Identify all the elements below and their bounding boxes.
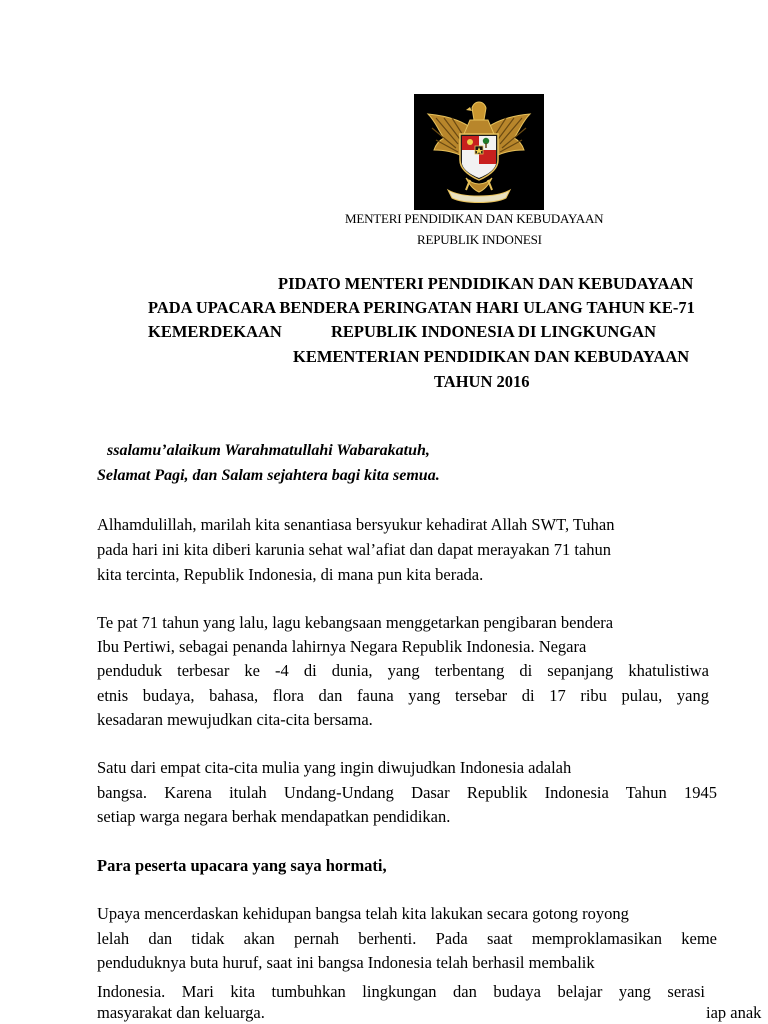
greeting-line-1: ssalamu’alaikum Warahmatullahi Wabarakatuh, (107, 442, 430, 459)
paragraph-line: setiap warga negara berhak mendapatkan pendidikan. (97, 807, 451, 826)
title-line-2: PADA UPACARA BENDERA PERINGATAN HARI ULANG TAHUN KE-71 (148, 298, 695, 317)
title-line-3a: KEMERDEKAAN (148, 322, 282, 341)
ministry-header-line1: MENTERI PENDIDIKAN DAN KEBUDAYAAN (345, 211, 604, 226)
greeting-line-2: Selamat Pagi, dan Salam sejahtera bagi kita semua. (97, 467, 440, 484)
paragraph-line: kesadaran mewujudkan cita-cita bersama. (97, 710, 373, 729)
title-line-1: PIDATO MENTERI PENDIDIKAN DAN KEBUDAYAAN (278, 274, 694, 293)
title-line-5: TAHUN 2016 (434, 372, 530, 391)
paragraph-line: kita tercinta, Republik Indonesia, di mana pun kita berada. (97, 565, 484, 584)
section-heading: Para peserta upacara yang saya hormati, (97, 856, 387, 875)
paragraph-line: lelah dan tidak akan pernah berhenti. Pada saat memproklamasikan keme (97, 929, 717, 948)
paragraph-line: penduduknya buta huruf, saat ini bangsa Indonesia telah berhasil membalik (97, 953, 595, 972)
paragraph-line: penduduk terbesar ke -4 di dunia, yang terbentang di sepanjang khatulistiwa (97, 661, 709, 680)
ministry-header-line2: REPUBLIK INDONESI (417, 232, 542, 247)
paragraph-line: Upaya mencerdaskan kehidupan bangsa telah kita lakukan secara gotong royong (97, 904, 629, 923)
paragraph-line: bangsa. Karena itulah Undang-Undang Dasar Republik Indonesia Tahun 1945 (97, 783, 717, 802)
paragraph-line: etnis budaya, bahasa, flora dan fauna yang tersebar di 17 ribu pulau, yang (97, 686, 709, 705)
paragraph-line: Satu dari empat cita-cita mulia yang ingin diwujudkan Indonesia adalah (97, 758, 572, 777)
garuda-icon (414, 94, 544, 210)
paragraph-line: Ibu Pertiwi, sebagai penanda lahirnya Negara Republik Indonesia. Negara (97, 637, 587, 656)
paragraph-line: Indonesia. Mari kita tumbuhkan lingkungan dan budaya belajar yang serasi (97, 982, 705, 1001)
paragraph-line: pada hari ini kita diberi karunia sehat wal’afiat dan dapat merayakan 71 tahun (97, 540, 612, 559)
title-line-3b: REPUBLIK INDONESIA DI LINGKUNGAN (331, 322, 657, 341)
title-line-4: KEMENTERIAN PENDIDIKAN DAN KEBUDAYAAN (293, 347, 690, 366)
paragraph-line: Te pat 71 tahun yang lalu, lagu kebangsaan menggetarkan pengibaran bendera (97, 613, 614, 632)
paragraph-fragment-right: iap anak (706, 1003, 762, 1022)
garuda-emblem-logo (414, 94, 544, 210)
paragraph-line: Alhamdulillah, marilah kita senantiasa bersyukur kehadirat Allah SWT, Tuhan (97, 515, 615, 534)
paragraph-line: masyarakat dan keluarga. (97, 1003, 265, 1022)
